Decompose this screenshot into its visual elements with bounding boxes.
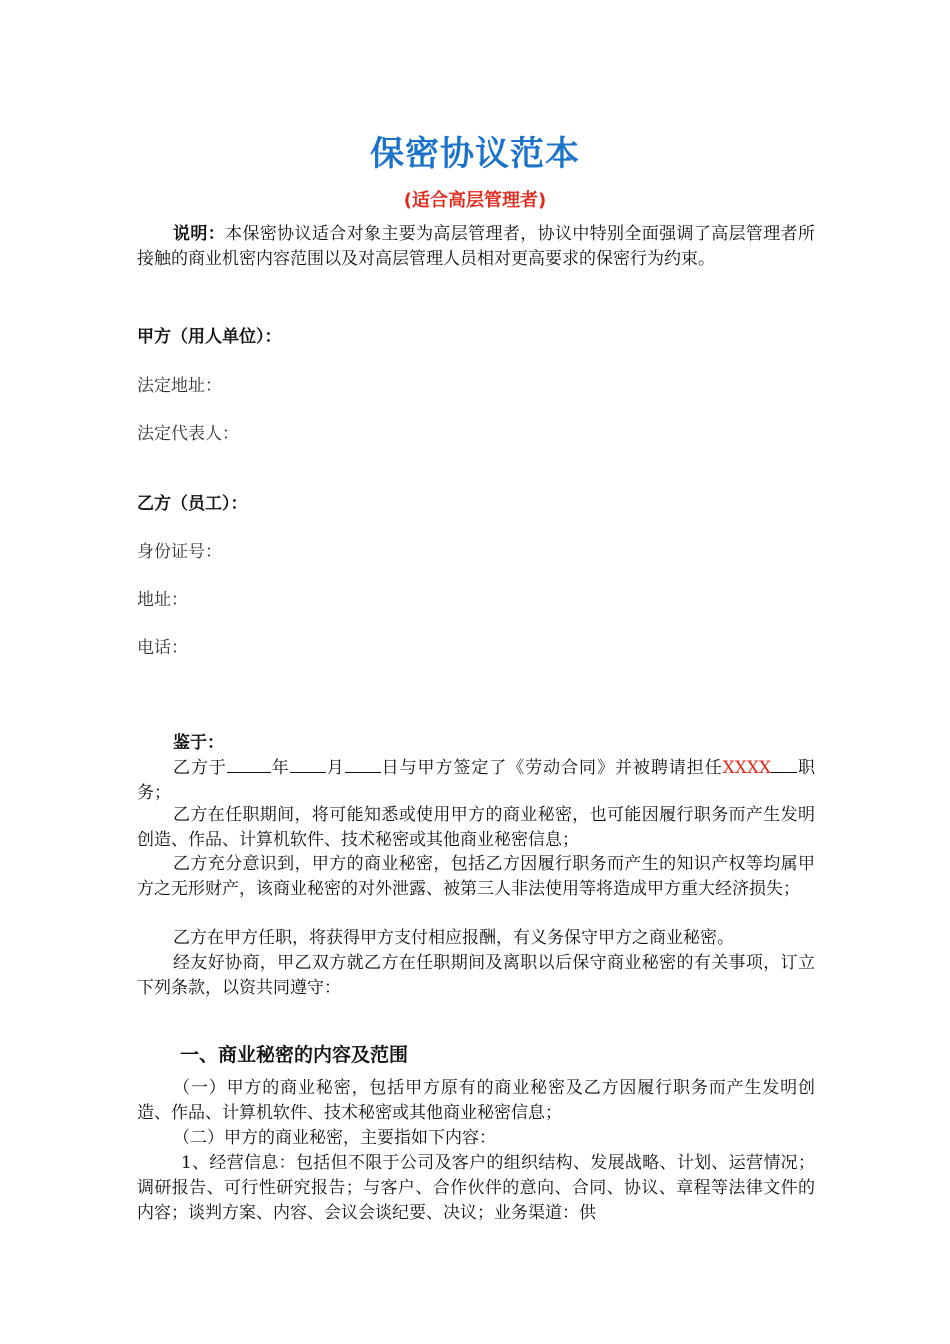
position-placeholder: XXXX xyxy=(722,758,772,778)
whereas-text: 乙方于 xyxy=(173,758,227,778)
whereas-clause: 乙方在任职期间，将可能知悉或使用甲方的商业秘密，也可能因履行职务而产生发明创造、作品、计算机软件、技术秘密或其他商业秘密信息； xyxy=(137,805,815,850)
party-a-representative-label: 法定代表人： xyxy=(137,424,239,444)
blank-position xyxy=(771,754,797,773)
intro-label: 说明： xyxy=(173,224,226,244)
party-a-title: 甲方（用人单位）： xyxy=(137,327,282,347)
blank-month xyxy=(290,754,326,773)
whereas-text: 年 xyxy=(270,758,290,778)
party-b-id-label: 身份证号： xyxy=(137,542,222,562)
document-subtitle: (适合高层管理者) xyxy=(403,190,547,211)
whereas-line-1 xyxy=(137,754,815,806)
section-1-item: （二）甲方的商业秘密，主要指如下内容： xyxy=(173,1128,496,1148)
blank-day xyxy=(345,754,381,773)
intro-paragraph xyxy=(137,222,815,272)
whereas-clause: 乙方充分意识到，甲方的商业秘密，包括乙方因履行职务而产生的知识产权等均属甲方之无形财产，该商业秘密的对外泄露、被第三人非法使用等将造成甲方重大经济损失； xyxy=(137,854,815,899)
section-1-heading: 一、商业秘密的内容及范围 xyxy=(180,1044,409,1066)
blank-year xyxy=(227,754,271,773)
section-1-item: （一）甲方的商业秘密，包括甲方原有的商业秘密及乙方因履行职务而产生发明创造、作品、计算机软件、技术秘密或其他商业秘密信息； xyxy=(137,1078,815,1123)
whereas-clause: 乙方在甲方任职，将获得甲方支付相应报酬，有义务保守甲方之商业秘密。 xyxy=(173,928,734,948)
intro-text: 本保密协议适合对象主要为高层管理者，协议中特别全面强调了高层管理者所接触的商业机密内容范围以及对高层管理人员相对更高要求的保密行为约束。 xyxy=(137,224,816,269)
document-title: 保密协议范本 xyxy=(370,134,580,174)
whereas-text: 日与甲方签定了《劳动合同》并被聘请担任 xyxy=(380,758,723,778)
whereas-text: 职务； xyxy=(137,758,816,803)
party-a-address-label: 法定地址： xyxy=(137,376,222,396)
party-b-address-label: 地址： xyxy=(137,590,188,610)
party-b-title: 乙方（员工）： xyxy=(137,494,248,514)
whereas-text: 月 xyxy=(325,758,345,778)
whereas-label: 鉴于： xyxy=(173,733,224,753)
section-1-item: 1、经营信息：包括但不限于公司及客户的组织结构、发展战略、计划、运营情况；调研报告、可行性研究报告；与客户、合作伙伴的意向、合同、协议、章程等法律文件的内容；谈判方案、内容、会议会谈纪要、决议；业务渠道：供 xyxy=(137,1153,815,1223)
whereas-clause: 经友好协商，甲乙双方就乙方在任职期间及离职以后保守商业秘密的有关事项，订立下列条款，以资共同遵守： xyxy=(137,953,815,998)
party-b-phone-label: 电话： xyxy=(137,638,188,658)
